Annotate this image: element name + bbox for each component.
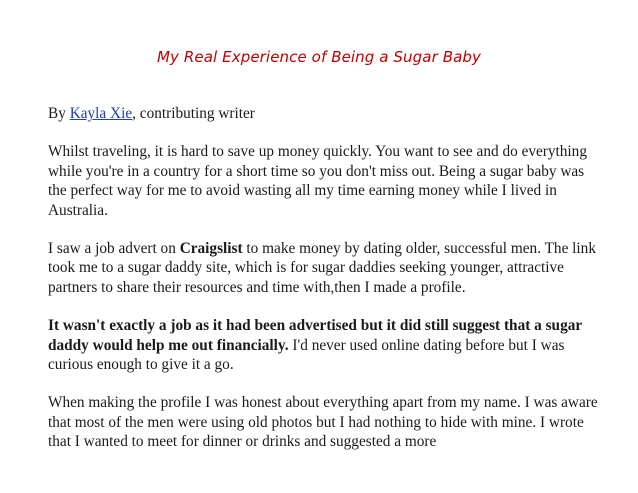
article-body: [48, 104, 600, 471]
paragraph-2-after: to make money by dating older, successful men. The link took me to a sugar daddy site, which is for sugar daddies seeking younger, attractive partners to share their resources and time with,then I made a profile.: [48, 240, 596, 296]
author-link[interactable]: Kayla Xie: [69, 105, 133, 122]
paragraph-3-after: I'd never used online dating before but I was curious enough to give it a go.: [48, 336, 565, 374]
paragraph-3: [48, 316, 600, 374]
craigslist-bold: Craigslist: [179, 240, 243, 258]
article-title: My Real Experience of Being a Sugar Baby: [156, 48, 481, 66]
byline: [48, 104, 600, 123]
paragraph-2-before: I saw a job advert on: [48, 240, 180, 258]
byline-suffix: , contributing writer: [132, 105, 255, 122]
paragraph-2: [48, 239, 600, 297]
paragraph-3-bold: It wasn't exactly a job as it had been advertised but it did still suggest that a sugar daddy would help me out financially.: [48, 317, 582, 354]
byline-prefix: By: [48, 105, 70, 122]
paragraph-4: When making the profile I was honest about everything apart from my name. I was aware that most of the men were using old photos but I had nothing to hide with mine. I wrote that I wanted to meet for dinner or drinks and suggested a more: [48, 394, 598, 451]
paragraph-1: Whilst traveling, it is hard to save up money quickly. You want to see and do everything while you're in a country for a short time so you don't miss out. Being a sugar baby was the perfect way for me to avoid wasting all my time earning money while I lived in Australia.: [48, 143, 587, 219]
